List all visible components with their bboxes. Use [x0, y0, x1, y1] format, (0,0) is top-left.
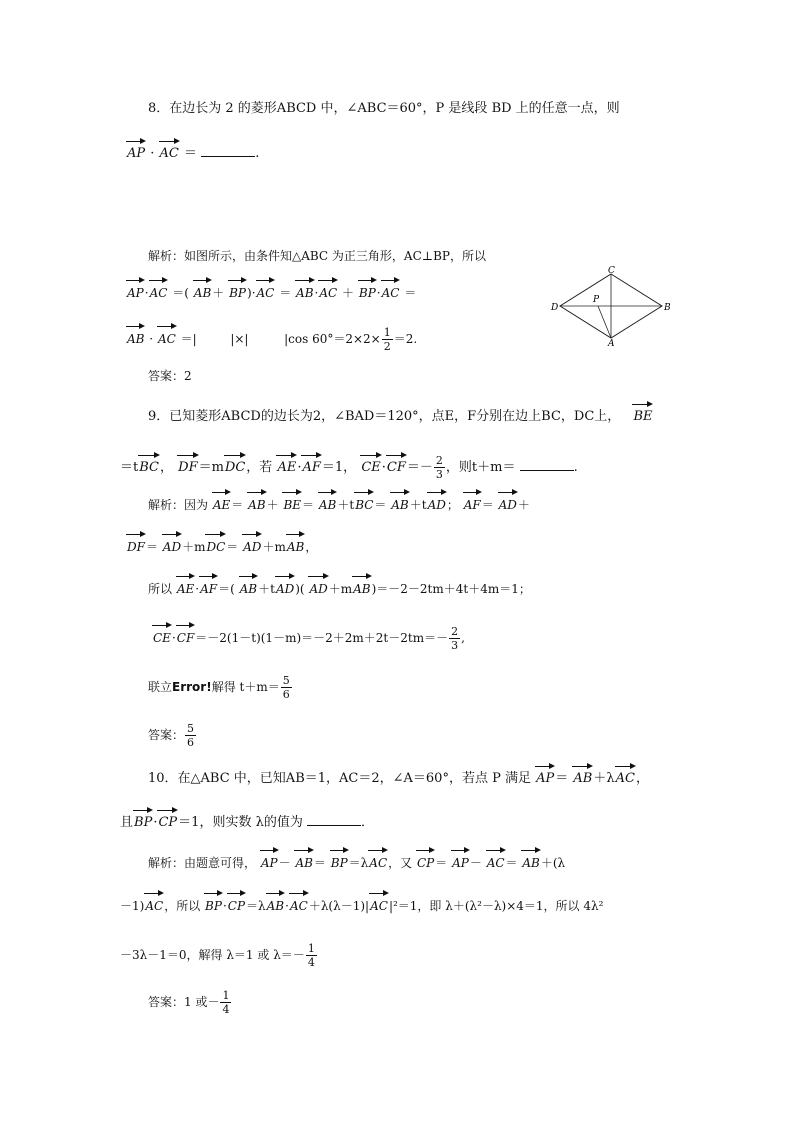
text: · — [171, 631, 176, 645]
text: 联立 — [148, 680, 173, 694]
q9-solution-line1 — [148, 497, 530, 513]
text: ＋ — [342, 286, 355, 300]
q10-statement-line1 — [148, 771, 649, 787]
fraction-half — [382, 326, 393, 353]
vector: AD — [162, 540, 182, 554]
vector: AE — [277, 460, 297, 475]
text: ＝ — [313, 856, 326, 870]
vector: AC — [157, 332, 176, 346]
text: · — [222, 899, 227, 913]
text: ＝ — [226, 540, 239, 554]
text: ＝1，则实数 λ的值为 — [178, 815, 303, 830]
q10-answer — [148, 989, 232, 1016]
fraction-five-sixths — [185, 722, 196, 749]
denominator: 6 — [187, 736, 195, 749]
vector: AB — [522, 856, 540, 870]
vector: CF — [386, 460, 406, 475]
text: ， — [159, 460, 173, 475]
label-c: C — [608, 266, 615, 276]
vector: AB — [248, 498, 266, 512]
label-b: B — [664, 303, 671, 313]
vector: AC — [370, 899, 388, 913]
text: |×| — [230, 332, 249, 346]
vector: AB — [193, 286, 212, 300]
text: ＝ — [302, 498, 315, 512]
vector: AC — [289, 899, 308, 913]
text: , — [461, 631, 465, 645]
label-p: P — [593, 295, 600, 305]
vector: BC — [139, 460, 159, 475]
text: ＝t — [120, 460, 139, 475]
text: · — [195, 582, 200, 596]
vector: AC — [256, 286, 275, 300]
rhombus-figure — [548, 266, 672, 346]
q9-solution-line3 — [148, 581, 531, 597]
text: ＋(λ — [540, 856, 566, 870]
vector: CP — [227, 899, 246, 913]
q8-statement-line2: AP · AC ＝ . — [127, 146, 260, 161]
text: · — [376, 286, 381, 300]
text: |²＝1，即 λ＋(λ²－λ)×4＝1，所以 4λ² — [388, 899, 604, 913]
label-a: A — [608, 339, 615, 346]
numerator: 1 — [222, 989, 230, 1002]
vector: AB — [239, 582, 258, 596]
vector: BE — [633, 409, 653, 424]
text: ，则t＋m＝ — [445, 460, 516, 475]
q9-solution-line4 — [152, 625, 465, 652]
text: －1) — [120, 899, 145, 913]
vector: AD — [309, 582, 328, 596]
vector: AP — [260, 856, 278, 870]
text: 解得 t＋m＝ — [211, 680, 280, 694]
vector: BP — [205, 899, 222, 913]
text: ＝( — [172, 286, 189, 300]
text: ＝ — [279, 286, 292, 300]
vector: AB — [573, 771, 593, 786]
vector: AE — [212, 498, 231, 512]
numerator: 1 — [383, 326, 391, 339]
vector: DC — [224, 460, 246, 475]
fraction-two-thirds — [449, 625, 460, 652]
q10-solution-line1 — [148, 855, 565, 871]
vector: AC — [486, 856, 505, 870]
denominator: 4 — [222, 1003, 230, 1016]
q8-solution-line2 — [126, 285, 416, 301]
text: ＝ — [374, 498, 387, 512]
numerator: 1 — [307, 942, 315, 955]
text: ＋ — [266, 498, 279, 512]
text: ＝1， — [321, 460, 357, 475]
vector: AD — [427, 498, 446, 512]
segment-ap — [598, 306, 611, 338]
vector: AB — [266, 899, 285, 913]
text: · — [381, 460, 386, 475]
text: 答案：1 或－ — [148, 995, 220, 1009]
fraction-two-thirds — [434, 454, 445, 481]
text: ＋t — [258, 582, 275, 596]
denominator: 2 — [383, 340, 391, 353]
q10-solution-line3 — [120, 942, 318, 969]
vector: CE — [153, 631, 171, 645]
q8-answer: 答案：2 — [148, 369, 192, 383]
vector: AP — [536, 771, 555, 786]
vector: AP — [127, 286, 144, 300]
text: ＋ — [517, 498, 530, 512]
text: 所以 — [148, 582, 173, 596]
text: ＋ — [212, 286, 225, 300]
text: ＝ — [505, 856, 518, 870]
text: － — [278, 856, 291, 870]
text: ＝λ — [246, 899, 266, 913]
fraction-five-sixths — [281, 674, 292, 701]
vector: CP — [416, 856, 435, 870]
text: ＝λ — [348, 856, 369, 870]
vector: AF — [200, 582, 218, 596]
q9-answer — [148, 722, 197, 749]
vector: AB — [286, 540, 305, 554]
vector: CF — [176, 631, 195, 645]
text: ＝( — [218, 582, 235, 596]
text: )( — [295, 582, 305, 596]
error-text: Error! — [172, 680, 212, 694]
text: ＋λ — [593, 771, 615, 786]
vector: BE — [283, 498, 302, 512]
vector: AE — [176, 582, 195, 596]
text: |cos 60°＝2×2× — [284, 332, 381, 346]
text: ＋m — [328, 582, 353, 596]
vector: AB — [296, 286, 314, 300]
vector: DC — [206, 540, 226, 554]
fraction-one-quarter — [220, 989, 231, 1016]
numerator: 5 — [187, 722, 195, 735]
text: )· — [247, 286, 256, 300]
vector: AC — [149, 286, 168, 300]
text: ＝ — [231, 498, 244, 512]
text: － — [469, 856, 482, 870]
q8-solution-line1: 解析：如图所示，由条件知△ABC 为正三角形，AC⊥BP，所以 — [148, 249, 486, 263]
text: ； — [446, 498, 459, 512]
vector: AB — [127, 332, 145, 346]
text: ，所以 — [164, 899, 201, 913]
text: 解析：由题意可得， — [148, 856, 257, 870]
q10-statement-line2 — [120, 813, 374, 831]
denominator: 6 — [282, 688, 290, 701]
vector-ap: AP — [127, 146, 146, 161]
vector: AC — [369, 856, 388, 870]
vector: AC — [319, 286, 338, 300]
vector: AF — [302, 460, 321, 475]
text: 且 — [120, 815, 134, 830]
text: ＝ — [481, 498, 494, 512]
text: ，若 — [246, 460, 273, 475]
text: ＋m — [182, 540, 206, 554]
q10-solution-line2 — [120, 898, 603, 914]
vector: AC — [615, 771, 635, 786]
numerator: 5 — [282, 674, 290, 687]
q9-statement-line1 — [148, 409, 653, 425]
text: ＝2. — [393, 332, 418, 346]
vector: AB — [391, 498, 409, 512]
text: ＋λ(λ－1)| — [308, 899, 370, 913]
text: ＋t — [409, 498, 427, 512]
text: ＋m — [262, 540, 286, 554]
denominator: 3 — [435, 468, 443, 481]
text: · — [314, 286, 319, 300]
text: ＝ — [404, 286, 417, 300]
equals-sign: ＝ — [184, 146, 198, 161]
text: ＝ — [435, 856, 448, 870]
text: · — [297, 460, 302, 475]
answer-blank — [201, 144, 255, 157]
text: 解析：因为 — [148, 498, 209, 512]
text: ． — [360, 815, 374, 830]
text: ＝ — [145, 540, 158, 554]
vector: AD — [275, 582, 295, 596]
text: 10．在△ABC 中，已知AB＝1，AC＝2，∠A＝60°，若点 P 满足 — [148, 771, 531, 786]
vector: AF — [463, 498, 481, 512]
vector: CE — [361, 460, 381, 475]
text: ＝ — [555, 771, 569, 786]
q8-statement: 8．在边长为 2 的菱形ABCD 中，∠ABC＝60°，P 是线段 BD 上的任意一点，则 — [148, 101, 620, 116]
vector-ac: AC — [159, 146, 179, 161]
answer-blank — [307, 813, 361, 826]
text: )＝－2－2tm＋4t＋4m＝1； — [371, 582, 531, 596]
fraction-one-quarter — [306, 942, 317, 969]
vector: DF — [127, 540, 145, 554]
vector: AP — [452, 856, 469, 870]
vector: AB — [353, 582, 371, 596]
denominator: 3 — [451, 639, 459, 652]
label-d: D — [551, 303, 559, 313]
answer-blank — [520, 458, 574, 471]
vector: AB — [318, 498, 337, 512]
text: ＋t — [337, 498, 355, 512]
vector: DF — [178, 460, 198, 475]
q9-statement-line2: ＝tBC， DF＝mDC，若 AE·AF＝1， CE·CF＝－ $\frac{2}{3}$ ，则t＋m＝ . — [120, 454, 578, 481]
vector: AD — [498, 498, 517, 512]
vector: BP — [229, 286, 247, 300]
text: ， — [305, 540, 318, 554]
vector: BP — [134, 815, 153, 830]
vector: BP — [330, 856, 348, 870]
text: ＝m — [198, 460, 224, 475]
vector: BP — [358, 286, 376, 300]
text: ＝－ — [406, 460, 433, 475]
text: ＝| — [180, 332, 197, 346]
text: 9．已知菱形ABCD的边长为2，∠BAD＝120°，点E，F分别在边上BC，DC上， — [148, 409, 621, 424]
text: －3λ－1＝0，解得 λ＝1 或 λ＝－ — [120, 948, 305, 962]
vector: AB — [295, 856, 313, 870]
vector: BC — [355, 498, 374, 512]
numerator: 2 — [451, 625, 459, 638]
text: 答案： — [148, 728, 185, 742]
text: ， — [635, 771, 649, 786]
denominator: 4 — [307, 956, 315, 969]
q9-solution-line5 — [148, 674, 293, 701]
numerator: 2 — [435, 454, 443, 467]
text: · — [285, 899, 289, 913]
text: ，又 — [388, 856, 413, 870]
vector: AC — [145, 899, 164, 913]
text: · — [153, 815, 158, 830]
text: ＝－2(1－t)(1－m)＝－2＋2m＋2t－2tm＝－ — [195, 631, 449, 645]
text: · — [144, 286, 149, 300]
q8-solution-line3: AB · AC ＝| |×| |cos 60°＝2×2× $\frac{1}{2}$ ＝2. — [127, 326, 418, 353]
q9-solution-line2 — [126, 539, 317, 555]
vector: AD — [243, 540, 262, 554]
vector: CP — [158, 815, 178, 830]
vector: AC — [381, 286, 400, 300]
